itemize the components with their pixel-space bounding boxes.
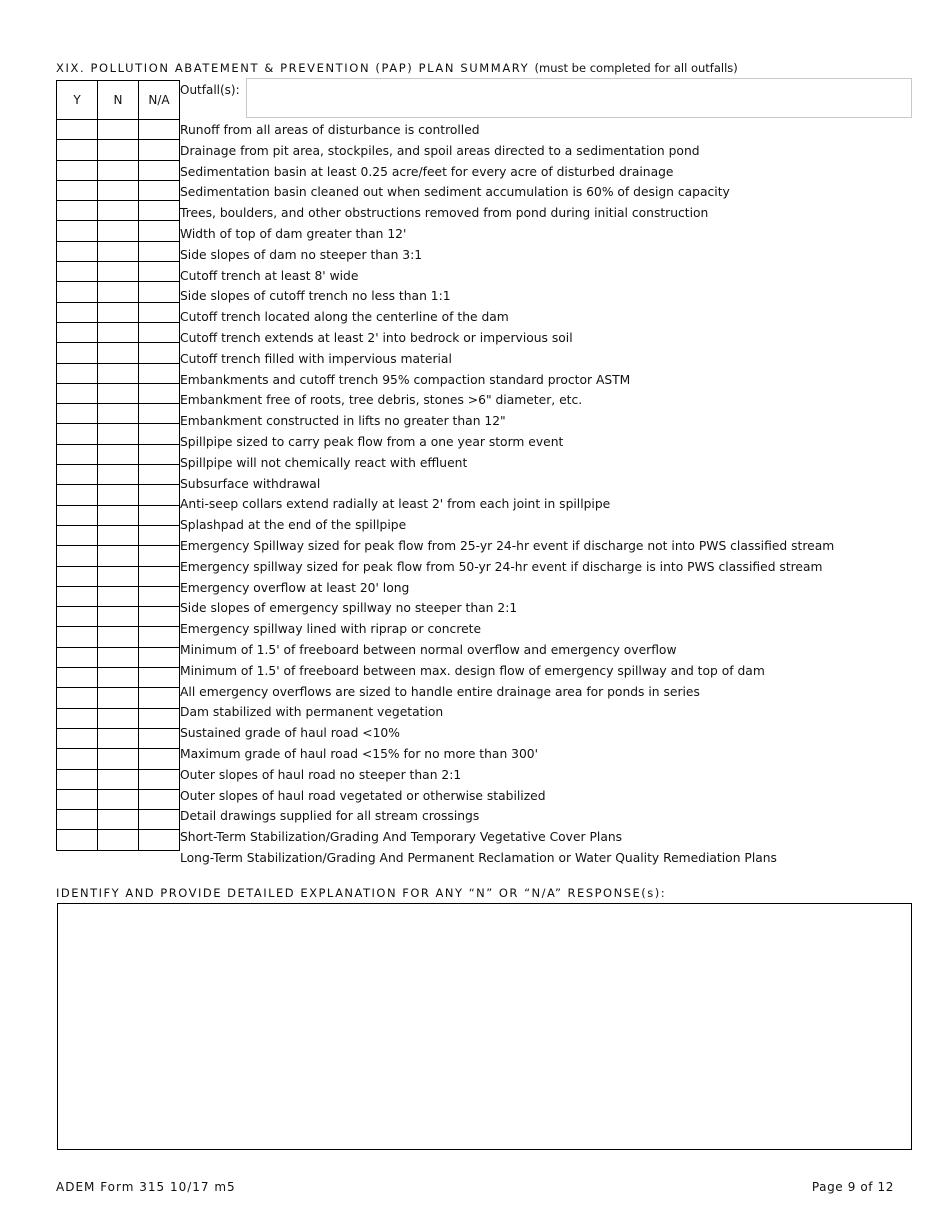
checkbox-na[interactable] bbox=[139, 485, 180, 505]
checkbox-na[interactable] bbox=[139, 688, 180, 708]
checklist-item-label: Splashpad at the end of the spillpipe bbox=[180, 518, 407, 533]
checkbox-na[interactable] bbox=[139, 383, 180, 403]
checkbox-na[interactable] bbox=[139, 180, 180, 200]
checklist-item-label: Cutoff trench extends at least 2' into bedrock or impervious soil bbox=[180, 330, 573, 345]
checkbox-y[interactable] bbox=[57, 546, 98, 566]
checklist-item-label: Trees, boulders, and other obstructions removed from pond during initial construction bbox=[180, 206, 709, 221]
checkbox-na[interactable] bbox=[139, 830, 180, 850]
column-header-na: N/A bbox=[139, 81, 180, 120]
checkbox-na[interactable] bbox=[139, 282, 180, 302]
checkbox-y[interactable] bbox=[57, 830, 98, 850]
checkbox-row bbox=[57, 789, 180, 809]
checkbox-y[interactable] bbox=[57, 160, 98, 180]
checkbox-row bbox=[57, 627, 180, 647]
checkbox-row bbox=[57, 688, 180, 708]
checkbox-n[interactable] bbox=[98, 322, 139, 342]
checklist-item-label: Subsurface withdrawal bbox=[180, 476, 321, 491]
checkbox-n[interactable] bbox=[98, 769, 139, 789]
checkbox-y[interactable] bbox=[57, 282, 98, 302]
column-header-y: Y bbox=[57, 81, 98, 120]
checklist-item-label: Short-Term Stabilization/Grading And Temporary Vegetative Cover Plans bbox=[180, 830, 623, 845]
checklist-item-label: Runoff from all areas of disturbance is controlled bbox=[180, 123, 480, 137]
checkbox-row bbox=[57, 241, 180, 261]
checklist-item-label: Embankments and cutoff trench 95% compaction standard proctor ASTM bbox=[180, 372, 631, 387]
checklist-item-label: Anti-seep collars extend radially at least 2' from each joint in spillpipe bbox=[180, 497, 611, 512]
checkbox-n[interactable] bbox=[98, 465, 139, 485]
checkbox-row bbox=[57, 749, 180, 769]
checkbox-n[interactable] bbox=[98, 444, 139, 464]
checkbox-y[interactable] bbox=[57, 749, 98, 769]
checkbox-na[interactable] bbox=[139, 404, 180, 424]
section-title bbox=[56, 61, 738, 75]
checkbox-y[interactable] bbox=[57, 647, 98, 667]
checkbox-y[interactable] bbox=[57, 221, 98, 241]
checkbox-n[interactable] bbox=[98, 302, 139, 322]
checklist-item-label: Spillpipe sized to carry peak flow from a one year storm event bbox=[180, 434, 564, 449]
checkbox-row bbox=[57, 322, 180, 342]
checklist-item-label: Emergency spillway lined with riprap or concrete bbox=[180, 622, 482, 637]
checkbox-y[interactable] bbox=[57, 708, 98, 728]
checkbox-n[interactable] bbox=[98, 221, 139, 241]
checkbox-na[interactable] bbox=[139, 363, 180, 383]
checklist-item-label: Outer slopes of haul road vegetated or otherwise stabilized bbox=[180, 788, 546, 803]
checkbox-y[interactable] bbox=[57, 322, 98, 342]
checkbox-n[interactable] bbox=[98, 383, 139, 403]
checkbox-row bbox=[57, 120, 180, 140]
checkbox-row bbox=[57, 566, 180, 586]
checklist-item-label: Outer slopes of haul road no steeper than 2:1 bbox=[180, 767, 462, 782]
checkbox-row bbox=[57, 586, 180, 606]
checkbox-n[interactable] bbox=[98, 282, 139, 302]
section-title-text: XIX. POLLUTION ABATEMENT & PREVENTION (PAP) PLAN SUMMARY bbox=[56, 61, 530, 75]
checkbox-y[interactable] bbox=[57, 789, 98, 809]
checklist-item-label: Sedimentation basin at least 0.25 acre/feet for every acre of disturbed drainage bbox=[180, 164, 674, 179]
checkbox-row bbox=[57, 668, 180, 688]
checkbox-na[interactable] bbox=[139, 769, 180, 789]
checkbox-y[interactable] bbox=[57, 302, 98, 322]
checklist-item-label: Minimum of 1.5' of freeboard between normal overflow and emergency overflow bbox=[180, 642, 677, 657]
checkbox-y[interactable] bbox=[57, 363, 98, 383]
checkbox-y[interactable] bbox=[57, 525, 98, 545]
checkbox-n[interactable] bbox=[98, 201, 139, 221]
checkbox-n[interactable] bbox=[98, 262, 139, 282]
checkbox-row bbox=[57, 262, 180, 282]
checkbox-n[interactable] bbox=[98, 525, 139, 545]
column-header-n: N bbox=[98, 81, 139, 120]
checkbox-n[interactable] bbox=[98, 607, 139, 627]
checkbox-row bbox=[57, 769, 180, 789]
checkbox-na[interactable] bbox=[139, 789, 180, 809]
checklist-item-label: Width of top of dam greater than 12' bbox=[180, 226, 407, 241]
checkbox-row bbox=[57, 830, 180, 850]
checkbox-y[interactable] bbox=[57, 566, 98, 586]
checkbox-y[interactable] bbox=[57, 180, 98, 200]
checkbox-row bbox=[57, 485, 180, 505]
checklist-item-label: Emergency spillway sized for peak flow from 50-yr 24-hr event if discharge is into PWS classified stream bbox=[180, 559, 823, 574]
checkbox-n[interactable] bbox=[98, 241, 139, 261]
checkbox-n[interactable] bbox=[98, 789, 139, 809]
checkbox-n[interactable] bbox=[98, 120, 139, 140]
checkbox-n[interactable] bbox=[98, 363, 139, 383]
checkbox-y[interactable] bbox=[57, 505, 98, 525]
checkbox-row bbox=[57, 525, 180, 545]
checkbox-row bbox=[57, 140, 180, 160]
checkbox-y[interactable] bbox=[57, 607, 98, 627]
checkbox-row bbox=[57, 343, 180, 363]
checkbox-row bbox=[57, 404, 180, 424]
checkbox-na[interactable] bbox=[139, 749, 180, 769]
checklist-item-label: Cutoff trench at least 8' wide bbox=[180, 268, 359, 283]
checklist-item-label: Side slopes of dam no steeper than 3:1 bbox=[180, 247, 423, 262]
checkbox-na[interactable] bbox=[139, 322, 180, 342]
checkbox-na[interactable] bbox=[139, 708, 180, 728]
checkbox-na[interactable] bbox=[139, 343, 180, 363]
checkbox-na[interactable] bbox=[139, 627, 180, 647]
checkbox-n[interactable] bbox=[98, 627, 139, 647]
checkbox-na[interactable] bbox=[139, 120, 180, 140]
checklist-item-label: Emergency overflow at least 20' long bbox=[180, 580, 410, 595]
checkbox-y[interactable] bbox=[57, 424, 98, 444]
checkbox-y[interactable] bbox=[57, 728, 98, 748]
checkbox-y[interactable] bbox=[57, 586, 98, 606]
checklist-item-label: Cutoff trench filled with impervious material bbox=[180, 351, 452, 366]
checkbox-na[interactable] bbox=[139, 241, 180, 261]
checkbox-n[interactable] bbox=[98, 485, 139, 505]
checkbox-y[interactable] bbox=[57, 444, 98, 464]
checkbox-y[interactable] bbox=[57, 262, 98, 282]
checkbox-row bbox=[57, 160, 180, 180]
checkbox-na[interactable] bbox=[139, 668, 180, 688]
checklist-item-label: Embankment constructed in lifts no greater than 12" bbox=[180, 414, 506, 429]
grid-header-row bbox=[57, 81, 180, 120]
checklist-items bbox=[180, 120, 834, 869]
checkbox-na[interactable] bbox=[139, 140, 180, 160]
checkbox-grid bbox=[56, 80, 180, 851]
checkbox-row bbox=[57, 302, 180, 322]
checklist-item-label: Dam stabilized with permanent vegetation bbox=[180, 705, 444, 720]
checkbox-n[interactable] bbox=[98, 647, 139, 667]
checkbox-n[interactable] bbox=[98, 728, 139, 748]
checklist-item-label: Maximum grade of haul road <15% for no more than 300' bbox=[180, 746, 538, 761]
form-id: ADEM Form 315 10/17 m5 bbox=[56, 1180, 236, 1194]
checklist-item-label: Emergency Spillway sized for peak flow from 25-yr 24-hr event if discharge not into PWS classified stream bbox=[180, 538, 835, 553]
checkbox-na[interactable] bbox=[139, 525, 180, 545]
checklist-item-label: Long-Term Stabilization/Grading And Permanent Reclamation or Water Quality Remediation Plans bbox=[180, 850, 777, 865]
checkbox-na[interactable] bbox=[139, 505, 180, 525]
checklist-item-label: Drainage from pit area, stockpiles, and spoil areas directed to a sedimentation pond bbox=[180, 143, 700, 158]
checkbox-row bbox=[57, 708, 180, 728]
checklist-item-label: Embankment free of roots, tree debris, stones >6" diameter, etc. bbox=[180, 393, 583, 408]
checkbox-n[interactable] bbox=[98, 810, 139, 830]
checkbox-y[interactable] bbox=[57, 688, 98, 708]
checkbox-na[interactable] bbox=[139, 160, 180, 180]
checklist-item-label: All emergency overflows are sized to handle entire drainage area for ponds in series bbox=[180, 684, 700, 699]
checkbox-row bbox=[57, 424, 180, 444]
checkbox-row bbox=[57, 444, 180, 464]
checkbox-row bbox=[57, 607, 180, 627]
checkbox-n[interactable] bbox=[98, 749, 139, 769]
checkbox-na[interactable] bbox=[139, 728, 180, 748]
checkbox-n[interactable] bbox=[98, 546, 139, 566]
checkbox-na[interactable] bbox=[139, 586, 180, 606]
checkbox-na[interactable] bbox=[139, 221, 180, 241]
checkbox-n[interactable] bbox=[98, 505, 139, 525]
checkbox-y[interactable] bbox=[57, 383, 98, 403]
checkbox-n[interactable] bbox=[98, 160, 139, 180]
page-number: Page 9 of 12 bbox=[811, 1180, 894, 1194]
checkbox-n[interactable] bbox=[98, 424, 139, 444]
checkbox-na[interactable] bbox=[139, 566, 180, 586]
checkbox-na[interactable] bbox=[139, 647, 180, 667]
checkbox-row bbox=[57, 728, 180, 748]
checkbox-n[interactable] bbox=[98, 688, 139, 708]
checklist-item-label: Side slopes of emergency spillway no steeper than 2:1 bbox=[180, 601, 518, 616]
checkbox-y[interactable] bbox=[57, 627, 98, 647]
checkbox-row bbox=[57, 465, 180, 485]
checkbox-row bbox=[57, 282, 180, 302]
checklist-item-label: Sustained grade of haul road <10% bbox=[180, 726, 400, 741]
checkbox-n[interactable] bbox=[98, 668, 139, 688]
checklist-item-label: Cutoff trench located along the centerline of the dam bbox=[180, 310, 509, 325]
checklist-item-label: Detail drawings supplied for all stream crossings bbox=[180, 809, 480, 824]
checkbox-na[interactable] bbox=[139, 302, 180, 322]
checkbox-y[interactable] bbox=[57, 668, 98, 688]
checkbox-y[interactable] bbox=[57, 810, 98, 830]
checkbox-na[interactable] bbox=[139, 810, 180, 830]
checkbox-row bbox=[57, 383, 180, 403]
checkbox-row bbox=[57, 363, 180, 383]
checkbox-row bbox=[57, 505, 180, 525]
checkbox-n[interactable] bbox=[98, 404, 139, 424]
checkbox-na[interactable] bbox=[139, 424, 180, 444]
outfall-input[interactable] bbox=[246, 78, 912, 118]
checkbox-n[interactable] bbox=[98, 566, 139, 586]
checkbox-y[interactable] bbox=[57, 404, 98, 424]
checkbox-n[interactable] bbox=[98, 830, 139, 850]
checkbox-n[interactable] bbox=[98, 586, 139, 606]
checkbox-y[interactable] bbox=[57, 769, 98, 789]
checkbox-na[interactable] bbox=[139, 201, 180, 221]
checkbox-na[interactable] bbox=[139, 465, 180, 485]
checkbox-y[interactable] bbox=[57, 241, 98, 261]
checkbox-y[interactable] bbox=[57, 465, 98, 485]
checkbox-na[interactable] bbox=[139, 444, 180, 464]
checklist-item-label: Spillpipe will not chemically react with effluent bbox=[180, 455, 468, 470]
checkbox-n[interactable] bbox=[98, 343, 139, 363]
checkbox-na[interactable] bbox=[139, 607, 180, 627]
checkbox-y[interactable] bbox=[57, 140, 98, 160]
checkbox-y[interactable] bbox=[57, 343, 98, 363]
checkbox-row bbox=[57, 201, 180, 221]
checklist-item-label: Side slopes of cutoff trench no less than 1:1 bbox=[180, 289, 451, 304]
checkbox-n[interactable] bbox=[98, 140, 139, 160]
section-note: (must be completed for all outfalls) bbox=[534, 61, 738, 75]
checkbox-row bbox=[57, 221, 180, 241]
checklist-item-label: Minimum of 1.5' of freeboard between max. design flow of emergency spillway and top of dam bbox=[180, 663, 765, 678]
checklist-item-label: Sedimentation basin cleaned out when sediment accumulation is 60% of design capacity bbox=[180, 185, 730, 200]
checkbox-y[interactable] bbox=[57, 485, 98, 505]
checkbox-row bbox=[57, 546, 180, 566]
explanation-textarea[interactable] bbox=[57, 903, 912, 1150]
checkbox-row bbox=[57, 180, 180, 200]
explanation-title: IDENTIFY AND PROVIDE DETAILED EXPLANATION FOR ANY “N” OR “N/A” RESPONSE(s): bbox=[56, 886, 667, 900]
checkbox-n[interactable] bbox=[98, 708, 139, 728]
checkbox-y[interactable] bbox=[57, 201, 98, 221]
checkbox-na[interactable] bbox=[139, 262, 180, 282]
checkbox-na[interactable] bbox=[139, 546, 180, 566]
checkbox-n[interactable] bbox=[98, 180, 139, 200]
checkbox-row bbox=[57, 647, 180, 667]
checkbox-row bbox=[57, 810, 180, 830]
outfall-label: Outfall(s): bbox=[180, 83, 240, 97]
checkbox-y[interactable] bbox=[57, 120, 98, 140]
